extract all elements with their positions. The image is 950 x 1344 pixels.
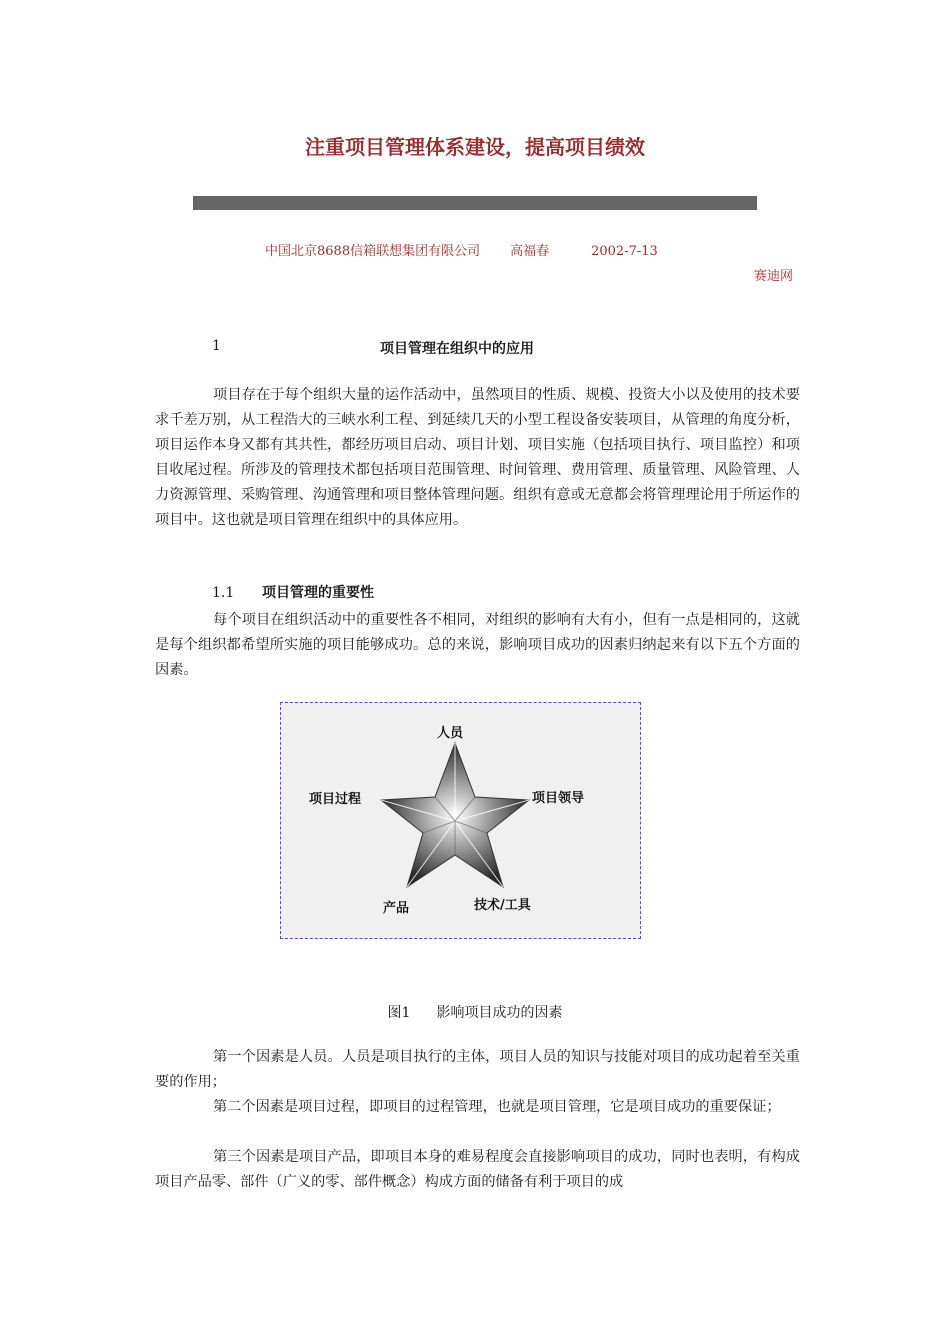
figure-caption-number: 图1 [387,1005,411,1021]
figure-caption [0,1002,950,1022]
section-1-1-number: 1.1 [212,585,235,601]
section-1-1-heading [212,582,374,602]
byline-organization: 中国北京8688信箱联想集团有限公司 [265,244,481,259]
factor-label-process: 项目过程 [309,792,362,807]
factor-label-people: 人员 [437,726,464,741]
section-1-paragraph: 项目存在于每个组织大量的运作活动中，虽然项目的性质、规模、投资大小以及使用的技术要求千差万别，从工程浩大的三峡水利工程、到延续几天的小型工程设备安装项目，从管理的角度分析，项目运作本身又都有其共性，都经历项目启动、项目计划、项目实施（包括项目执行、项目监控）和项目收尾过程。所涉及的管理技术都包括项目范围管理、时间管理、费用管理、质量管理、风险管理、人力资源管理、采购管理、沟通管理和项目整体管理问题。组织有意或无意都会将管理理论用于所运作的项目中。这也就是项目管理在组织中的具体应用。 [155,387,800,528]
title-divider [193,196,757,210]
section-1-1-paragraph: 每个项目在组织活动中的重要性各不相同，对组织的影响有大有小，但有一点是相同的，这就是每个组织都希望所实施的项目能够成功。总的来说，影响项目成功的因素归纳起来有以下五个方面的因素。 [155,612,800,678]
document-title: 注重项目管理体系建设，提高项目绩效 [305,135,645,159]
factor-label-leadership: 项目领导 [532,791,585,806]
byline-author: 高福春 [510,244,550,259]
section-1-title: 项目管理在组织中的应用 [380,341,534,357]
byline [265,240,658,259]
factor-label-product: 产品 [383,901,410,916]
figure-caption-text: 影响项目成功的因素 [436,1005,563,1021]
source-label: 赛迪网 [753,269,793,284]
factor-paragraph-2: 第二个因素是项目过程，即项目的过程管理，也就是项目管理，它是项目成功的重要保证； [213,1099,781,1115]
byline-date: 2002-7-13 [591,244,658,259]
factor-label-tools: 技术/工具 [474,898,531,913]
success-factors-figure [280,702,641,939]
section-1-1-title: 项目管理的重要性 [262,585,374,601]
factor-paragraph-3: 第三个因素是项目产品，即项目本身的难易程度会直接影响项目的成功，同时也表明，有构成项目产品零、部件（广义的零、部件概念）构成方面的储备有利于项目的成 [155,1149,800,1190]
factor-paragraph-1: 第一个因素是人员。人员是项目执行的主体，项目人员的知识与技能对项目的成功起着至关重要的作用； [155,1049,800,1090]
section-1-number: 1 [212,338,221,354]
